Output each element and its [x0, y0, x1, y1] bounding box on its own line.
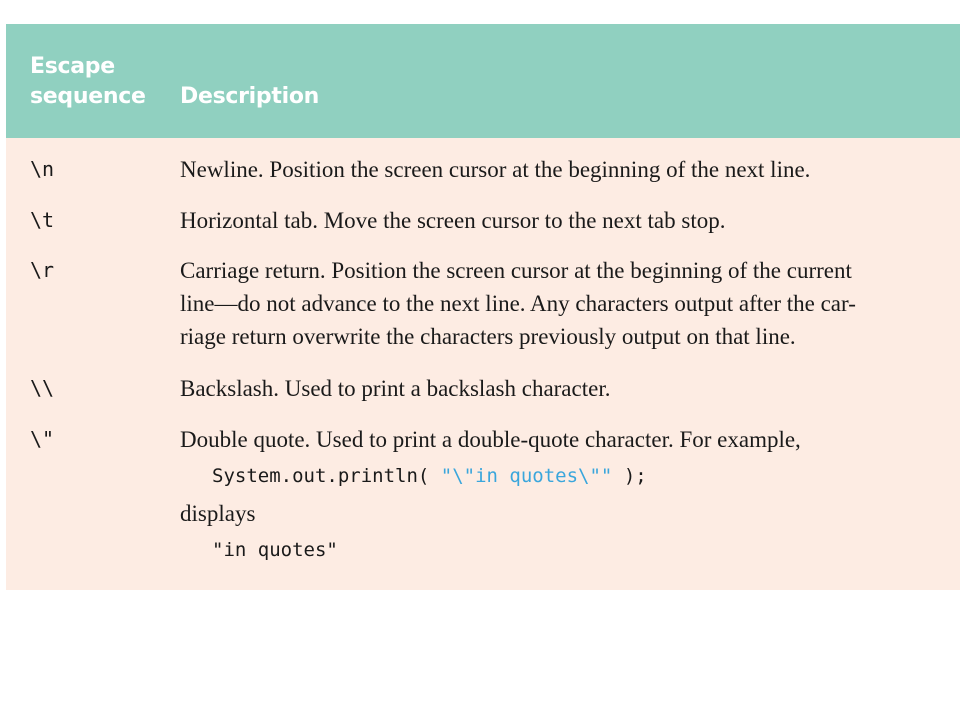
code-prefix: System.out.println(	[212, 465, 441, 487]
escape-sequence-table	[6, 24, 960, 590]
code-suffix: );	[612, 465, 647, 487]
table-header	[6, 24, 960, 138]
row-double-quote-description: Double quote. Used to print a double-quote character. For example,	[180, 427, 801, 452]
header-escape-sequence	[30, 52, 160, 112]
row-newline-seq: \n	[30, 157, 55, 181]
header-escape-word: Escape	[30, 54, 115, 79]
code-string-literal: "\"in quotes\""	[440, 465, 613, 487]
row-carriage-return-seq: \r	[30, 258, 55, 282]
row-tab-description: Horizontal tab. Move the screen cursor to the next tab stop.	[180, 208, 726, 233]
carriage-return-line-2: line—do not advance to the next line. Any characters output after the car-	[180, 291, 856, 316]
row-newline-description: Newline. Position the screen cursor at the beginning of the next line.	[180, 157, 811, 182]
row-carriage-return-description	[180, 254, 940, 353]
code-example-line	[212, 462, 647, 490]
row-tab-seq: \t	[30, 208, 55, 232]
row-backslash-seq: \\	[30, 376, 55, 400]
header-sequence-word: sequence	[30, 84, 146, 109]
header-description: Description	[180, 84, 319, 109]
row-backslash-description: Backslash. Used to print a backslash character.	[180, 376, 611, 401]
code-output-line: "in quotes"	[212, 539, 338, 561]
row-double-quote-seq: \"	[30, 427, 55, 451]
displays-label: displays	[180, 501, 256, 526]
carriage-return-line-3: riage return overwrite the characters previously output on that line.	[180, 324, 796, 349]
carriage-return-line-1: Carriage return. Position the screen cursor at the beginning of the current	[180, 258, 852, 283]
